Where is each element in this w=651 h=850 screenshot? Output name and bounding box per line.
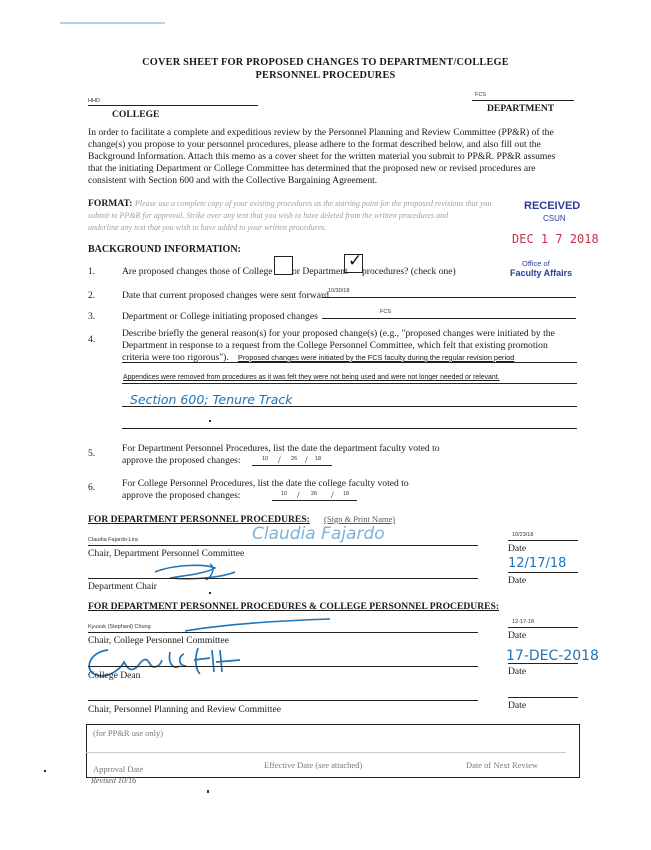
department-checkmark: ✓ (348, 251, 363, 271)
q6-number: 6. (88, 482, 96, 493)
q4-answer-line-1 (122, 383, 577, 384)
college-chair-line (88, 632, 478, 633)
intro-line-5: consistent with Section 600 and with the Collective Bargaining Agreement. (88, 175, 378, 186)
dept-chair-sign-date-label: Date (508, 575, 527, 586)
q1-text-a: Are proposed changes those of College (122, 266, 273, 277)
q2-value: 10/30/18 (328, 288, 350, 294)
intro-line-1: In order to facilitate a complete and expeditious review by the Personnel Planning and Review Committee (PP&R) of the (88, 127, 554, 138)
college-chair-date-line (508, 627, 578, 628)
received-stamp-date: DEC 1 7 2018 (512, 232, 599, 246)
q3-text: Department or College initiating proposed changes (122, 311, 318, 322)
q6-line-2: approve the proposed changes: (122, 490, 241, 501)
q6-slash-2: / (331, 490, 334, 501)
dept-chair-date-line (508, 540, 578, 541)
q4-line-1: Describe briefly the general reason(s) for your proposed change(s) (e.g., "proposed changes were initiated by the (122, 328, 555, 339)
dept-chair-sign-label: Department Chair (88, 581, 157, 592)
q5-line-2: approve the proposed changes: (122, 455, 241, 466)
college-line (88, 105, 258, 106)
dept-chair-name: Claudia Fajardo-Lira (88, 537, 138, 543)
received-stamp-text: RECEIVED (524, 200, 581, 212)
dept-section-heading-sub: (Sign & Print Name) (324, 514, 396, 524)
college-chair-label: Chair, College Personnel Committee (88, 635, 229, 646)
q5-year: 18 (315, 456, 322, 462)
intro-line-3: Background Information. Attach this memo as a cover sheet for the written material you submit to PP&R. PP&R assumes (88, 151, 556, 162)
department-value: FCS (475, 92, 486, 98)
q1-text-b: or Department (292, 266, 348, 277)
college-label: COLLEGE (112, 109, 160, 120)
dept-chair-line (88, 545, 478, 546)
q5-slash-1: / (278, 455, 281, 466)
stray-dot-3 (44, 770, 46, 772)
q6-date-line (272, 500, 357, 501)
received-stamp-csun: CSUN (543, 214, 566, 223)
page-title-line1: COVER SHEET FOR PROPOSED CHANGES TO DEPARTMENT/COLLEGE (142, 57, 509, 68)
revised-label: Revised 10/16 (91, 776, 137, 785)
college-dean-label: College Dean (88, 670, 141, 681)
q4-line-3a: criteria were too rigorous"). (122, 352, 229, 363)
stray-dot-4 (207, 790, 209, 793)
dept-chair-label: Chair, Department Personnel Committee (88, 548, 245, 559)
q4-line-3b: Proposed changes were initiated by the FCS faculty during the regular revision period (238, 353, 515, 362)
dept-chair-date-label: Date (508, 543, 527, 554)
q4-line-3-rule (122, 362, 577, 363)
next-review-label: Date of Next Review (466, 760, 538, 770)
intro-line-2: change(s) you propose to your personnel procedures, please adhere to the format described below, and also fill out the (88, 139, 541, 150)
dept-chair-sign-date-value: 12/17/18 (508, 556, 567, 571)
q5-number: 5. (88, 448, 96, 459)
q5-line-1: For Department Personnel Procedures, list the date the department faculty voted to (122, 443, 440, 454)
college-checkbox[interactable] (274, 256, 293, 275)
college-value: HHD (88, 98, 100, 104)
effective-date-label: Effective Date (see attached) (264, 760, 363, 770)
q3-line (322, 318, 576, 319)
page-title-line2: PERSONNEL PROCEDURES (255, 70, 396, 81)
format-line-2: submit to PP&R for approval. Strike over any text that you wish to have deleted from the written procedures and (88, 211, 449, 220)
q3-number: 3. (88, 311, 96, 322)
q6-year: 18 (343, 491, 350, 497)
q4-line-2: Department in response to a request from the College Personnel Committee, which felt that existing promotion (122, 340, 548, 351)
college-dean-date-label: Date (508, 666, 527, 677)
stray-dot-2 (209, 592, 211, 594)
department-label: DEPARTMENT (487, 103, 555, 114)
college-chair-signature-scribble (180, 615, 340, 637)
ppr-use-only-label: (for PP&R use only) (93, 728, 164, 738)
q4-answer-line-3 (122, 428, 577, 429)
dept-chair-signature-scribble (150, 560, 240, 584)
q6-line-1: For College Personnel Procedures, list the date the college faculty voted to (122, 478, 409, 489)
dept-chair-sign-date-line (508, 572, 578, 573)
q2-text: Date that current proposed changes were sent forward (122, 290, 329, 301)
dept-chair-sign-line (88, 578, 478, 579)
dept-section-heading: FOR DEPARTMENT PERSONNEL PROCEDURES: (88, 514, 310, 525)
format-line-1: Please use a complete copy of your existing procedures as the starting point for the proposed revisions that you (135, 199, 492, 208)
college-dean-line (88, 666, 478, 667)
intro-line-4: that the initiating Department or College Committee has determined that the proposed new or revised procedures are (88, 163, 536, 174)
q2-line (322, 297, 576, 298)
ppr-chair-date-label: Date (508, 700, 527, 711)
q4-answer-1: Appendices were removed from procedures as it was felt they were not being used and were not longer needed or relevant. (123, 374, 500, 381)
q4-handwritten-answer: Section 600; Tenure Track (130, 392, 293, 407)
q4-answer-line-2 (122, 406, 577, 407)
college-dean-date-value: 17-DEC-2018 (506, 648, 599, 664)
ppr-use-only-inner-rule (86, 752, 566, 753)
department-line (472, 100, 574, 101)
ppr-chair-label: Chair, Personnel Planning and Review Committee (88, 704, 282, 715)
ppr-chair-date-line (508, 697, 578, 698)
background-heading: BACKGROUND INFORMATION: (88, 244, 241, 255)
q6-month: 10 (281, 491, 288, 497)
college-chair-date-value: 12-17-18 (512, 619, 535, 625)
q6-slash-1: / (297, 490, 300, 501)
stray-dot-1 (209, 420, 211, 422)
q2-number: 2. (88, 290, 96, 301)
q1-number: 1. (88, 266, 96, 277)
college-section-heading: FOR DEPARTMENT PERSONNEL PROCEDURES & COLLEGE PERSONNEL PROCEDURES: (88, 601, 500, 612)
format-label: FORMAT: (88, 198, 133, 209)
office-stamp-line1: Office of (522, 259, 550, 268)
dept-chair-date-value: 10/23/18 (512, 532, 534, 538)
approval-date-label: Approval Date (93, 764, 144, 774)
college-chair-date-label: Date (508, 630, 527, 641)
q1-text-c: procedures? (check one) (362, 266, 456, 277)
q5-month: 10 (262, 456, 269, 462)
q3-value: FCS (380, 309, 391, 315)
office-stamp-line2: Faculty Affairs (510, 268, 573, 278)
q5-day: 26 (291, 456, 298, 462)
format-line-3: underline any text that you wish to have added to your written procedures. (88, 223, 327, 232)
top-rule (60, 22, 165, 24)
college-dean-date-line (508, 663, 578, 664)
q6-day: 26 (311, 491, 318, 497)
ppr-chair-line (88, 700, 478, 701)
dept-chair-signature: Claudia Fajardo (252, 524, 385, 544)
q5-slash-2: / (305, 455, 308, 466)
q4-number: 4. (88, 334, 96, 345)
college-chair-name: Kyusuk (Stephanl) Chung (88, 624, 151, 630)
q5-date-line (252, 465, 332, 466)
